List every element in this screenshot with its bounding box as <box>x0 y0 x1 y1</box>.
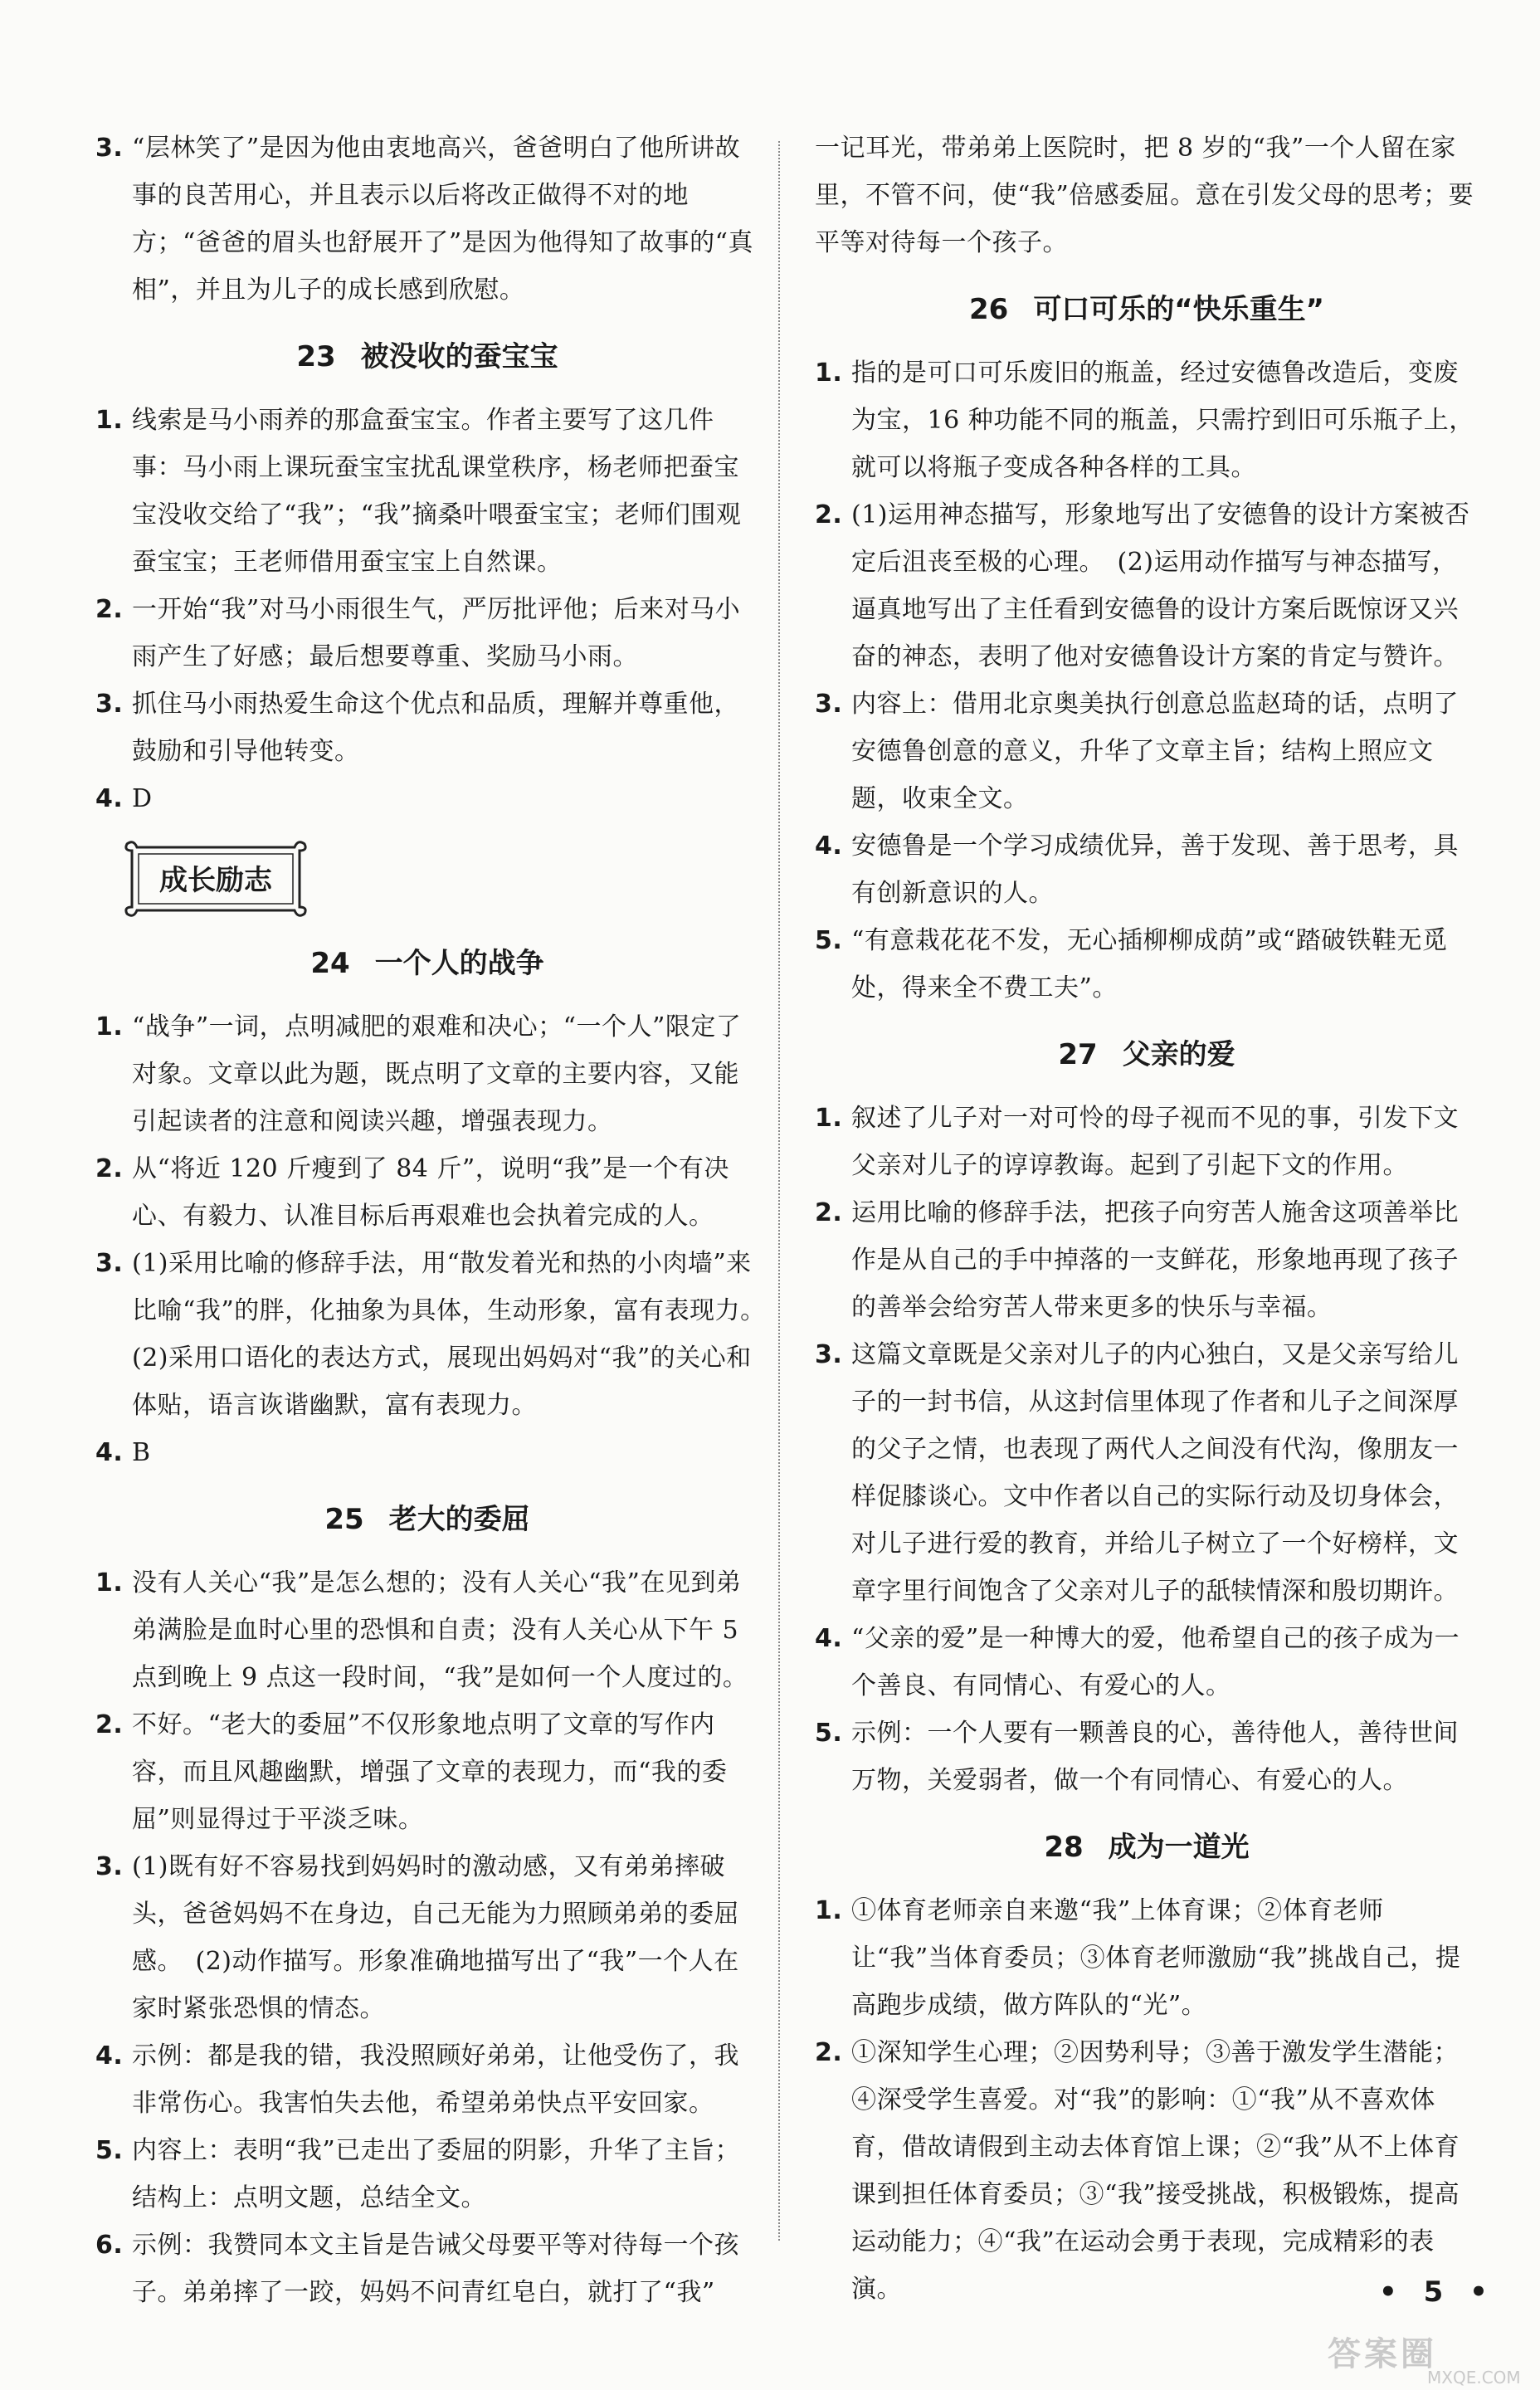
column-divider <box>778 141 780 2241</box>
answer-number: 3. <box>95 690 124 719</box>
answer-text: 不好。“老大的委屈”不仅形象地点明了文章的写作内容，而且风趣幽默，增强了文章的表现力，而“我的委屈”则显得过于平淡乏味。 <box>132 1710 728 1834</box>
answer-item <box>95 1145 759 1240</box>
section-title-25 <box>95 1495 759 1544</box>
answer-item <box>95 586 759 680</box>
answer-number: 4. <box>95 784 124 813</box>
answer-item <box>815 1095 1479 1189</box>
answer-number: 3. <box>815 690 843 719</box>
answer-text: 示例：我赞同本文主旨是告诫父母要平等对待每一个孩子。弟弟摔了一跤，妈妈不问青红皂白，就打了“我” <box>132 2231 739 2307</box>
answer-text: (1)运用神态描写，形象地写出了安德鲁的设计方案被否定后沮丧至极的心理。 (2)运用动作描写与神态描写，逼真地写出了主任看到安德鲁的设计方案后既惊讶又兴奋的神态，表明了他对安德鲁设计方案的肯定与赞许。 <box>851 500 1470 671</box>
category-banner <box>120 839 311 919</box>
answer-number: 4. <box>95 2041 124 2071</box>
section-title-27 <box>815 1030 1479 1080</box>
answer-text: 从“将近 120 斤瘦到了 84 斤”，说明“我”是一个有决心、有毅力、认准目标后再艰难也会执着完成的人。 <box>132 1154 729 1231</box>
answer-text: “战争”一词，点明减肥的艰难和决心；“一个人”限定了对象。文章以此为题，既点明了文章的主要内容，又能引起读者的注意和阅读兴趣，增强表现力。 <box>132 1012 742 1136</box>
answer-text: 线索是马小雨养的那盒蚕宝宝。作者主要写了这几件事：马小雨上课玩蚕宝宝扰乱课堂秩序，杨老师把蚕宝宝没收交给了“我”；“我”摘桑叶喂蚕宝宝；老师们围观蚕宝宝；王老师借用蚕宝宝上自然课。 <box>132 406 742 577</box>
right-column <box>815 124 1479 2313</box>
answer-item <box>815 1887 1479 2029</box>
answer-number: 1. <box>95 1568 124 1597</box>
section-28-answers <box>815 1887 1479 2313</box>
answer-text: 示例：一个人要有一颗善良的心，善待他人，善待世间万物，关爱弱者，做一个有同情心、有爱心的人。 <box>851 1719 1459 1795</box>
answer-number: 1. <box>95 406 124 435</box>
answer-number: 5. <box>95 2136 124 2165</box>
answer-number: 3. <box>95 134 124 163</box>
answer-item <box>95 397 759 586</box>
section-number: 23 <box>296 340 336 373</box>
answer-item <box>95 2127 759 2222</box>
answer-item <box>95 124 759 314</box>
answer-text: 内容上：借用北京奥美执行创意总监赵琦的话，点明了安德鲁创意的意义，升华了文章主旨；结构上照应文题，收束全文。 <box>851 690 1459 813</box>
section-heading: 一个人的战争 <box>374 947 544 980</box>
watermark-url: MXQE.COM <box>1427 2368 1521 2388</box>
section-title-26 <box>815 285 1479 334</box>
section-26-answers <box>815 349 1479 1012</box>
answer-number: 2. <box>95 1710 124 1739</box>
answer-text: B <box>132 1438 151 1467</box>
answer-number: 5. <box>815 1719 843 1748</box>
answer-text: 抓住马小雨热爱生命这个优点和品质，理解并尊重他，鼓励和引导他转变。 <box>132 690 739 766</box>
answer-item <box>815 1331 1479 1615</box>
answer-item <box>815 822 1479 917</box>
answer-number: 4. <box>95 1438 124 1467</box>
answer-item <box>95 1429 759 1476</box>
answer-item <box>815 917 1479 1012</box>
answer-text: “父亲的爱”是一种博大的爱，他希望自己的孩子成为一个善良、有同情心、有爱心的人。 <box>851 1624 1460 1700</box>
left-column <box>95 124 779 2316</box>
answer-text: (1)采用比喻的修辞手法，用“散发着光和热的小肉墙”来比喻“我”的胖，化抽象为具体，生动形象，富有表现力。 (2)采用口语化的表达方式，展现出妈妈对“我”的关心和体贴，语言诙谐幽默，富有表现力。 <box>132 1249 779 1420</box>
answer-text: 运用比喻的修辞手法，把孩子向穷苦人施舍这项善举比作是从自己的手中掉落的一支鲜花，形象地再现了孩子的善举会给穷苦人带来更多的快乐与幸福。 <box>851 1198 1459 1322</box>
continuation-text: 一记耳光，带弟弟上医院时，把 8 岁的“我”一个人留在家里，不管不问，使“我”倍感委屈。意在引发父母的思考；要平等对待每一个孩子。 <box>815 134 1474 257</box>
section-title-28 <box>815 1822 1479 1872</box>
answer-number: 3. <box>95 1249 124 1278</box>
section-heading: 父亲的爱 <box>1122 1038 1235 1071</box>
watermark-text: 答案圈 <box>1328 2335 1437 2373</box>
answer-number: 1. <box>815 358 843 388</box>
answer-number: 2. <box>95 1154 124 1183</box>
answer-text: 指的是可口可乐废旧的瓶盖，经过安德鲁改造后，变废为宝，16 种功能不同的瓶盖，只需拧到旧可乐瓶子上，就可以将瓶子变成各种各样的工具。 <box>851 358 1474 482</box>
section-number: 27 <box>1058 1038 1098 1071</box>
answer-item <box>815 1710 1479 1804</box>
page-number: • 5 • <box>1379 2275 1496 2309</box>
answer-number: 2. <box>95 595 124 624</box>
answer-number: 1. <box>95 1012 124 1041</box>
section-heading: 被没收的蚕宝宝 <box>360 340 558 373</box>
answer-item <box>95 2032 759 2127</box>
answer-text: 一开始“我”对马小雨很生气，严厉批评他；后来对马小雨产生了好感；最后想要尊重、奖励马小雨。 <box>132 595 741 671</box>
answer-number: 3. <box>95 1852 124 1881</box>
answer-text: 叙述了儿子对一对可怜的母子视而不见的事，引发下文父亲对儿子的谆谆教诲。起到了引起下文的作用。 <box>851 1104 1459 1180</box>
answer-item <box>815 349 1479 491</box>
answer-item <box>815 1615 1479 1710</box>
section-24-answers <box>95 1003 779 1476</box>
section-heading: 成为一道光 <box>1108 1831 1250 1864</box>
answer-number: 2. <box>815 1198 843 1227</box>
answer-number: 2. <box>815 500 843 529</box>
answer-text: D <box>132 784 153 813</box>
watermark-logo <box>1328 2328 1521 2388</box>
answer-text: ①深知学生心理；②因势利导；③善于激发学生潜能；④深受学生喜爱。对“我”的影响：①“我”从不喜欢体育，借故请假到主动去体育馆上课；②“我”从不上体育课到担任体育委员；③“我”接受挑战，积极锻炼，提高运动能力；④“我”在运动会勇于表现，完成精彩的表演。 <box>851 2038 1460 2304</box>
answer-item <box>95 1003 759 1145</box>
answer-text: 示例：都是我的错，我没照顾好弟弟，让他受伤了，我非常伤心。我害怕失去他，希望弟弟快点平安回家。 <box>132 2041 739 2118</box>
answer-item <box>815 680 1479 822</box>
answer-number: 1. <box>815 1104 843 1133</box>
answer-item <box>95 1240 779 1429</box>
answer-item <box>95 1559 759 1701</box>
answer-item <box>815 2029 1479 2313</box>
answer-number: 4. <box>815 832 843 861</box>
section-number: 26 <box>968 293 1009 326</box>
answer-item <box>815 491 1479 680</box>
section-title-24 <box>95 939 759 988</box>
answer-number: 3. <box>815 1340 843 1369</box>
section-number: 28 <box>1044 1831 1084 1864</box>
answer-number: 2. <box>815 2038 843 2067</box>
answer-number: 4. <box>815 1624 843 1653</box>
section-23-answers <box>95 397 759 822</box>
answer-text: 安德鲁是一个学习成绩优异，善于发现、善于思考，具有创新意识的人。 <box>851 832 1459 908</box>
answer-item <box>95 680 759 775</box>
answer-text: ①体育老师亲自来邀“我”上体育课；②体育老师让“我”当体育委员；③体育老师激励“我”挑战自己，提高跑步成绩，做方阵队的“光”。 <box>851 1896 1461 2020</box>
answer-text: (1)既有好不容易找到妈妈时的激动感，又有弟弟摔破头，爸爸妈妈不在身边，自己无能为力照顾弟弟的委屈感。 (2)动作描写。形象准确地描写出了“我”一个人在家时紧张恐惧的情态。 <box>132 1852 739 2023</box>
answer-text: 这篇文章既是父亲对儿子的内心独白，又是父亲写给儿子的一封书信，从这封信里体现了作者和儿子之间深厚的父子之情，也表现了两代人之间没有代沟，像朋友一样促膝谈心。文中作者以自己的实际行动及切身体会，对儿子进行爱的教育，并给儿子树立了一个好榜样，文章字里行间饱含了父亲对儿子的舐犊情深和殷切期许。 <box>851 1340 1459 1606</box>
answer-number: 5. <box>815 926 843 955</box>
answer-item <box>95 775 759 822</box>
section-heading: 老大的委屈 <box>388 1503 530 1536</box>
section-number: 25 <box>324 1503 364 1536</box>
answer-number: 6. <box>95 2231 124 2260</box>
section-number: 24 <box>310 947 350 980</box>
answer-text: “有意栽花花不发，无心插柳柳成荫”或“踏破铁鞋无觅处，得来全不费工夫”。 <box>851 926 1448 1002</box>
intro-items <box>95 124 759 314</box>
answer-item <box>815 1189 1479 1331</box>
answer-item <box>95 1843 759 2032</box>
answer-text: 没有人关心“我”是怎么想的；没有人关心“我”在见到弟弟满脸是血时心里的恐惧和自责；没有人关心从下午 5 点到晚上 9 点这一段时间，“我”是如何一个人度过的。 <box>132 1568 748 1692</box>
answer-text: 内容上：表明“我”已走出了委屈的阴影，升华了主旨；结构上：点明文题，总结全文。 <box>132 2136 741 2212</box>
section-title-23 <box>95 332 759 382</box>
section-27-answers <box>815 1095 1479 1804</box>
answer-number: 1. <box>815 1896 843 1925</box>
section-25-answers <box>95 1559 759 2316</box>
answer-item <box>95 1701 759 1843</box>
banner-label: 成长励志 <box>159 864 272 897</box>
answer-text: “层林笑了”是因为他由衷地高兴，爸爸明白了他所讲故事的良苦用心，并且表示以后将改正做得不对的地方；“爸爸的眉头也舒展开了”是因为他得知了故事的“真相”，并且为儿子的成长感到欣慰。 <box>132 134 754 305</box>
section-heading: 可口可乐的“快乐重生” <box>1033 293 1325 326</box>
answer-item <box>95 2222 759 2316</box>
